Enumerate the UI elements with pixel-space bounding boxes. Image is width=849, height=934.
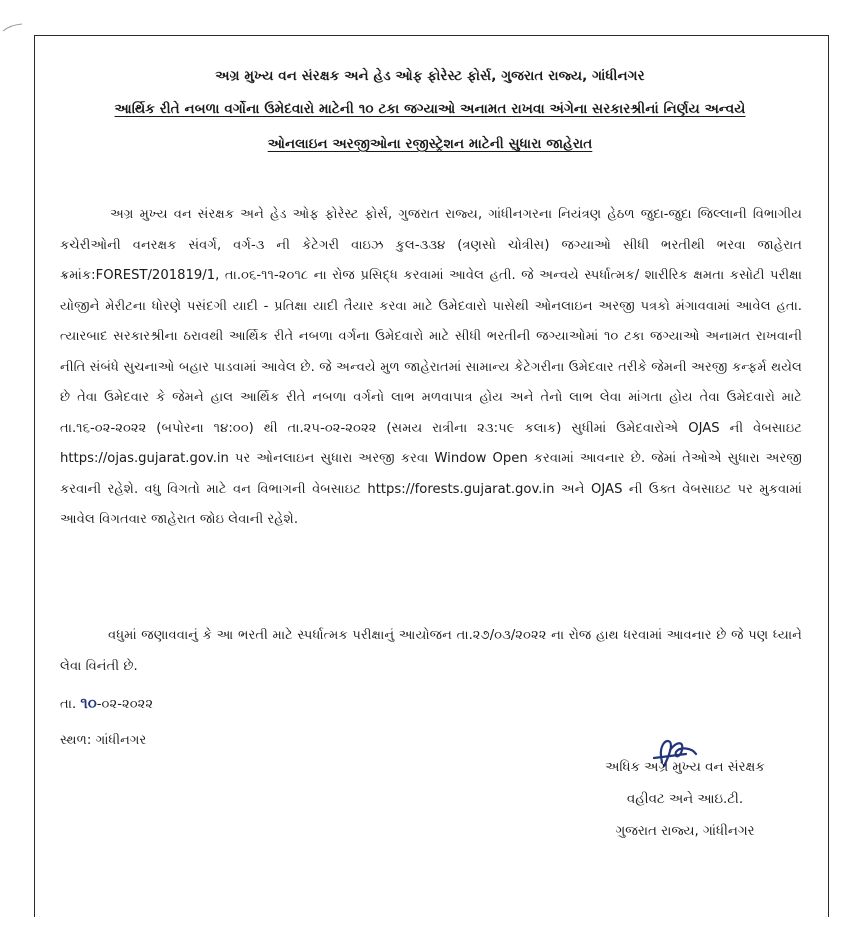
scan-artifact-mark <box>2 22 24 34</box>
notice-subject-line2: ઓનલાઇન અરજીઓના રજીસ્ટ્રેશન માટેની સુધારા જાહેરાત <box>267 136 593 152</box>
date-day-handwritten: ૧૦ <box>80 694 97 712</box>
notice-paragraph-2: વધુમાં જણાવવાનું કે આ ભરતી માટે સ્પર્ધાત્મક પરીક્ષાનું આયોજન તા.૨૭/૦૩/૨૦૨૨ ના રોજ હાથ ધરવામાં આવનાર છે જે પણ ધ્યાને લેવા વિનંતી છે. <box>60 628 802 674</box>
signatory-designation: અધિક અગ્ર મુખ્ય વન સંરક્ષક <box>605 760 765 775</box>
signatory-location: ગુજરાત રાજ્ય, ગાંધીનગર <box>615 824 755 839</box>
date-month-year: -૦૨-૨૦૨૨ <box>96 697 154 712</box>
signatory-department: વહીવટ અને આઇ.ટી. <box>626 792 744 807</box>
notice-date <box>60 694 153 712</box>
date-prefix: તા. <box>60 697 77 712</box>
signatory-block <box>560 752 810 848</box>
notice-paragraph-1: અગ્ર મુખ્ય વન સંરક્ષક અને હેડ ઓફ ફોરેસ્ટ ફોર્સ, ગુજરાત રાજ્ય, ગાંધીનગરના નિયંત્રણ હેઠળ જુદા-જુદા જિલ્લાની વિભાગીય કચેરીઓની વનરક્ષક સંવર્ગ, વર્ગ-૩ ની કેટેગરી વાઇઝ કુલ-૩૩૪ (ત્રણસો ચોત્રીસ) જગ્યાઓ સીધી ભરતીથી ભરવા જાહેરાત ક્રમાંક:FOREST/201819/1, તા.૦૬-૧૧-૨૦૧૮ ના રોજ પ્રસિદ્ધ કરવામાં આવેલ હતી. જે અન્વયે સ્પર્ધાત્મક/ શારીરિક ક્ષમતા કસોટી પરીક્ષા યોજીને મેરીટના ધોરણે પસંદગી યાદી - પ્રતિક્ષા યાદી તૈયાર કરવા માટે ઉમેદવારો પાસેથી ઓનલાઇન અરજી પત્રકો મંગાવવામાં આવેલ હતા. ત્યારબાદ સરકારશ્રીના ઠરાવથી આર્થિક રીતે નબળા વર્ગના ઉમેદવારો માટે સીધી ભરતીની જગ્યાઓમાં ૧૦ ટકા જગ્યાઓ અનામત રાખવાની નીતિ સંબંધે સુચનાઓ બહાર પાડવામાં આવેલ છે. જે અન્વયે મુળ જાહેરાતમાં સામાન્ય કેટેગરીના ઉમેદવાર તરીકે જેમની અરજી કન્ફર્મ થયેલ છે તેવા ઉમેદવાર કે જેમને હાલ આર્થિક રીતે નબળા વર્ગનો લાભ મળવાપાત્ર હોય અને તેનો લાભ લેવા માંગતા હોય તેવા ઉમેદવારો માટે તા.૧૬-૦૨-૨૦૨૨ (બપોરના ૧૪:૦૦) થી તા.૨૫-૦૨-૨૦૨૨ (સમય રાત્રીના ૨૩:૫૯ કલાક) સુધીમાં ઉમેદવારોએ OJAS ની વેબસાઇટ https://ojas.gujarat.gov.in પર ઓનલાઇન સુધારા અરજી કરવા Window Open કરવામાં આવનાર છે. જેમાં તેઓએ સુધારા અરજી કરવાની રહેશે. વધુ વિગતો માટે વન વિભાગની વેબસાઇટ https://forests.gujarat.gov.in અને OJAS ની ઉક્ત વેબસાઇટ પર મુકવામાં આવેલ વિગતવાર જાહેરાત જોઇ લેવાની રહેશે. <box>60 207 802 527</box>
notice-subject-line1: આર્થિક રીતે નબળા વર્ગોના ઉમેદવારો માટેની ૧૦ ટકા જગ્યાઓ અનામત રાખવા અંગેના સરકારશ્રીનાં નિર્ણય અન્વયે <box>114 101 746 117</box>
office-heading: અગ્ર મુખ્ય વન સંરક્ષક અને હેડ ઓફ ફોરેસ્ટ ફોર્સ, ગુજરાત રાજ્ય, ગાંધીનગર <box>215 68 645 84</box>
notice-place: સ્થળ: ગાંધીનગર <box>60 733 147 748</box>
